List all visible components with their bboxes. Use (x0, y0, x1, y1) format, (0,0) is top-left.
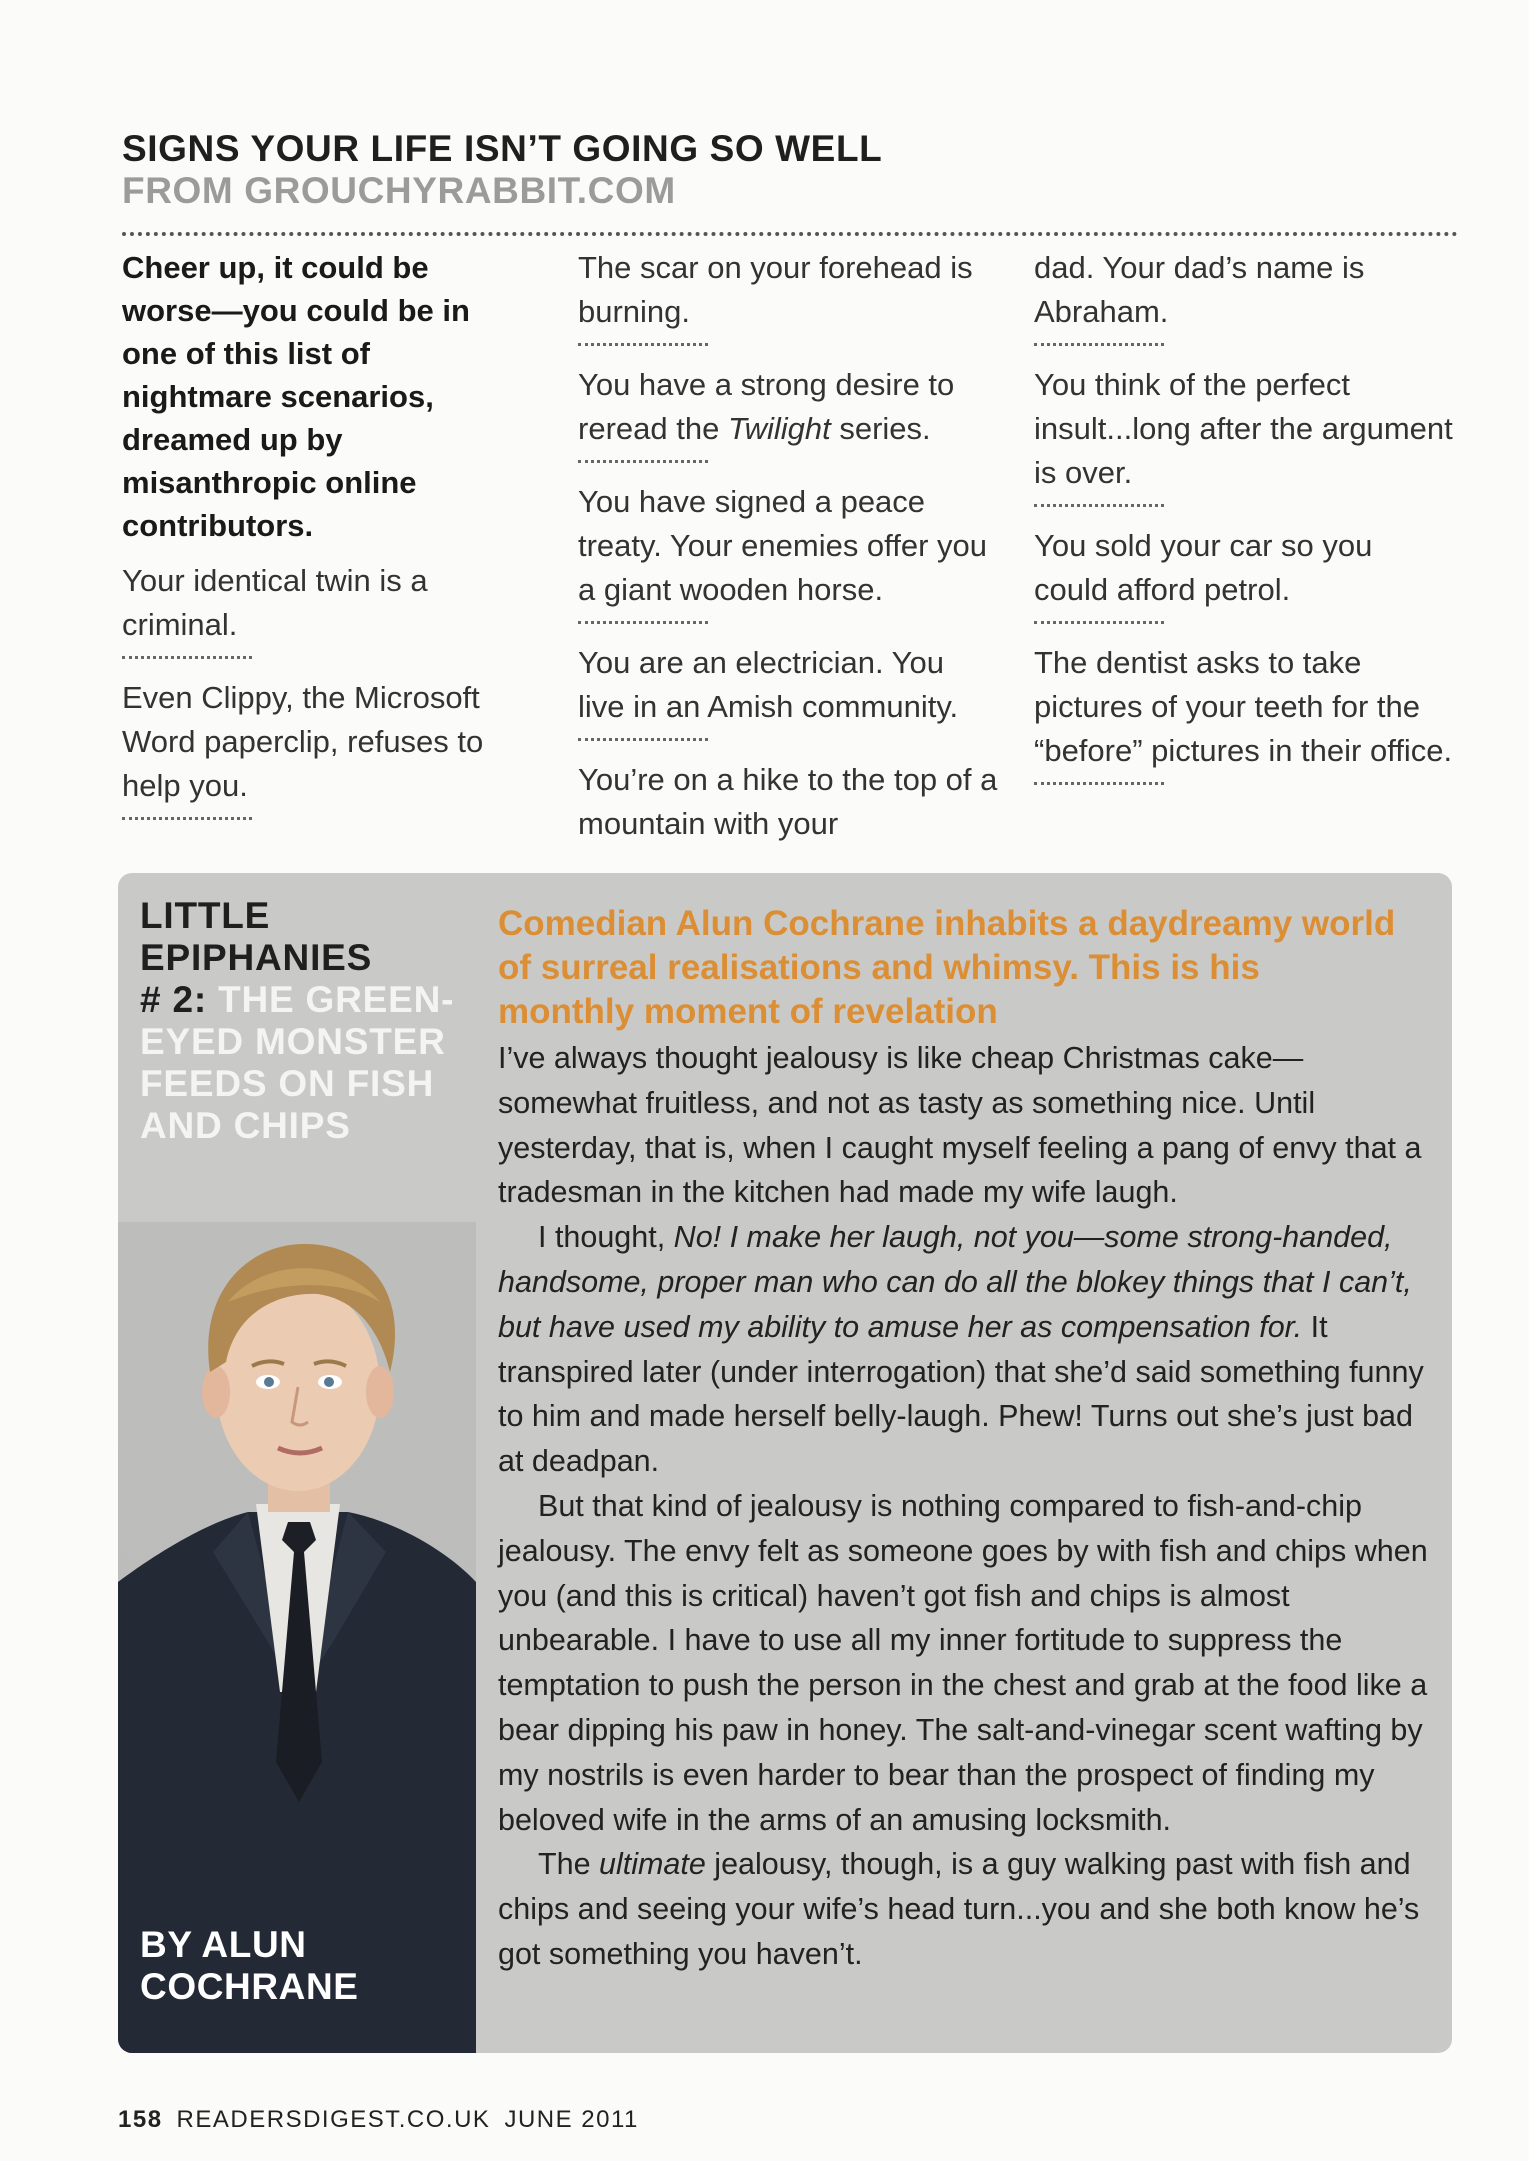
sign-item: Even Clippy, the Microsoft Word paperclip, refuses to help you. (122, 680, 484, 803)
column-title (140, 979, 470, 1147)
article-paragraph: But that kind of jealousy is nothing compared to fish-and-chip jealousy. The envy felt as someone goes by with fish and chips when you (and this is critical) haven’t got fish and chips is almost unbearable. I have to use all my inner fortitude to suppress the temptation to push the person in the chest and grab at the food like a bear dipping his paw in honey. The salt-and-vinegar scent wafting by my nostrils is even harder to bear than the prospect of finding my beloved wife in the arms of an amusing locksmith. (498, 1488, 1428, 1837)
signs-column-3 (1034, 246, 1454, 802)
footer-date: JUNE 2011 (504, 2106, 639, 2133)
dotted-separator (122, 656, 252, 659)
sign-item: You’re on a hike to the top of a mountain with your (578, 762, 998, 841)
dotted-divider (122, 232, 1458, 236)
dotted-separator (122, 817, 252, 820)
dotted-separator (578, 738, 708, 741)
dotted-separator (1034, 504, 1164, 507)
column-title-text: THE GREEN-EYED MONSTER FEEDS ON FISH AND CHIPS (140, 979, 455, 1146)
book-title: Twilight (727, 411, 831, 446)
sign-item (578, 363, 998, 451)
article-paragraph: I’ve always thought jealousy is like cheap Christmas cake—somewhat fruitless, and not as tasty as something nice. Until yesterday, that is, when I caught myself feeling a pang of envy that a tradesman in the kitchen had made my wife laugh. (498, 1041, 1422, 1210)
sign-item-text: You have a strong desire to reread the (578, 367, 955, 446)
dotted-separator (578, 460, 708, 463)
page-footer (118, 2106, 639, 2134)
footer-site: READERSDIGEST.CO.UK (176, 2106, 491, 2133)
article-paragraph (498, 1215, 1438, 1484)
article-italic-text: ultimate (599, 1847, 706, 1882)
dotted-separator (1034, 343, 1164, 346)
article-text: It transpired later (under interrogation) that she’d said something funny to him and made herself belly-laugh. Phew! Turns out she’s just bad at deadpan. (498, 1309, 1424, 1479)
section-title: SIGNS YOUR LIFE ISN’T GOING SO WELL (122, 128, 883, 169)
sign-item: You have signed a peace treaty. Your enemies offer you a giant wooden horse. (578, 484, 987, 607)
article-text: The (538, 1847, 600, 1882)
dotted-separator (1034, 782, 1164, 785)
article-italic-text: No! I make her laugh, not you—some strong-handed, handsome, proper man who can do all the blokey things that I can’t, but have used my ability to amuse her as compensation for. (498, 1220, 1412, 1344)
sign-item: You are an electrician. You live in an Amish community. (578, 645, 959, 724)
dotted-separator (578, 621, 708, 624)
section-source: FROM GROUCHYRABBIT.COM (122, 170, 676, 211)
signs-intro: Cheer up, it could be worse—you could be in one of this list of nightmare scenarios, dreamed up by misanthropic online contributors. (122, 250, 470, 543)
sign-item: You sold your car so you could afford petrol. (1034, 528, 1373, 607)
signs-column-1 (122, 246, 522, 837)
article-paragraph (498, 1842, 1438, 1976)
sign-item: The scar on your forehead is burning. (578, 250, 973, 329)
standfirst: Comedian Alun Cochrane inhabits a daydreamy world of surreal realisations and whimsy. This is his monthly moment of revelation (498, 904, 1396, 1031)
sign-item: You think of the perfect insult...long after the argument is over. (1034, 367, 1453, 490)
article-text: jealousy, though, is a guy walking past with fish and chips and seeing your wife’s head turn...you and she both know he’s got something you haven’t. (498, 1847, 1420, 1971)
dotted-separator (578, 343, 708, 346)
column-number: # 2: (140, 979, 207, 1020)
article-text: I thought, (538, 1220, 674, 1255)
page-number: 158 (118, 2106, 163, 2133)
signs-column-2 (578, 246, 998, 846)
sign-item: The dentist asks to take pictures of your teeth for the “before” pictures in their office. (1034, 645, 1453, 768)
byline: BY ALUN COCHRANE (140, 1924, 359, 2007)
column-series-title: LITTLE EPIPHANIES (140, 895, 373, 978)
article-body (498, 1036, 1438, 1977)
sign-item: Your identical twin is a criminal. (122, 563, 428, 642)
dotted-separator (1034, 621, 1164, 624)
sign-item-text: series. (830, 411, 931, 446)
sign-item: dad. Your dad’s name is Abraham. (1034, 250, 1365, 329)
